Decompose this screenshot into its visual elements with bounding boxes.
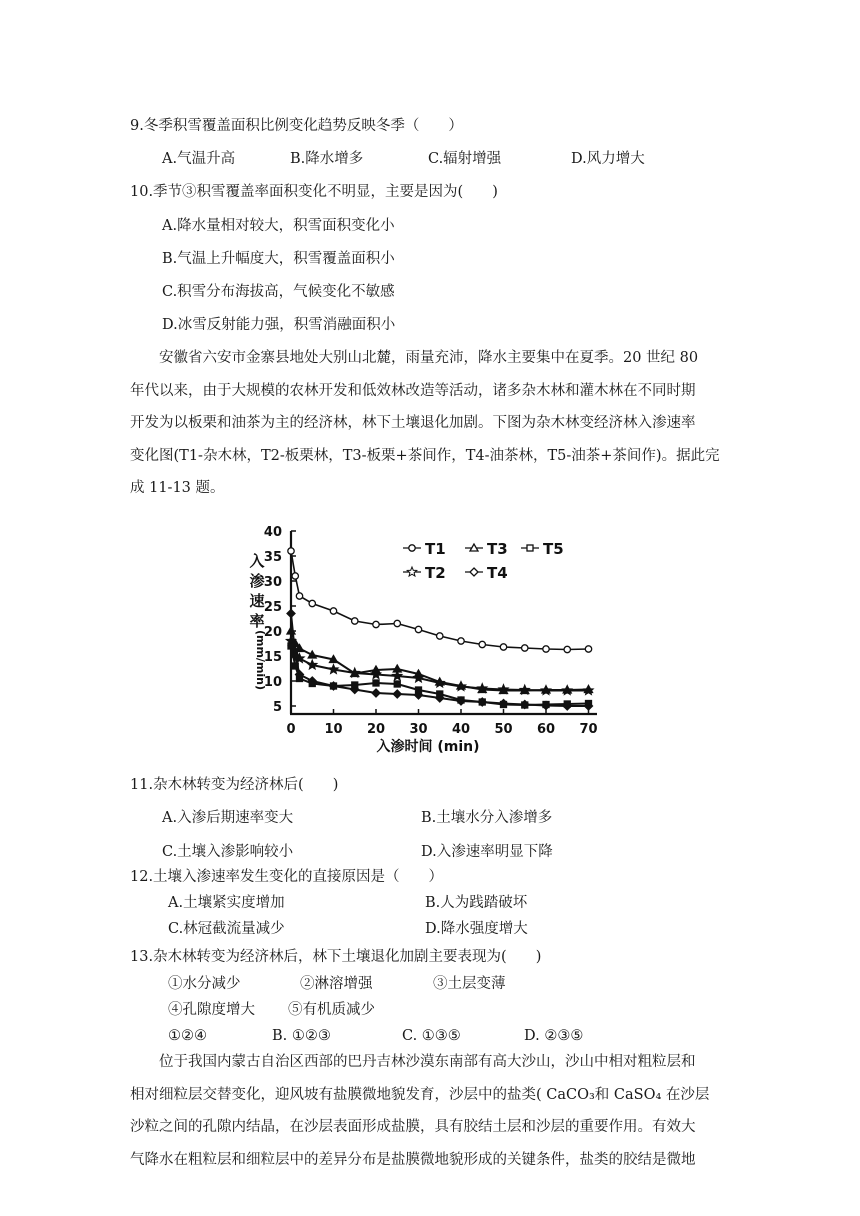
- chart-legend: [403, 540, 564, 582]
- q13-item-1: ①水分减少: [168, 976, 241, 992]
- data-point: [543, 702, 549, 708]
- y-axis-label-char: 渗: [249, 572, 265, 590]
- x-tick-label: 0: [286, 722, 296, 737]
- question-13-stem: 13.杂木林转变为经济林后，林下土壤退化加剧主要表现为( ): [130, 949, 542, 965]
- q12-option-c: C.林冠截流量减少: [168, 921, 285, 937]
- x-tick-label: 70: [579, 722, 598, 737]
- data-point: [437, 633, 443, 639]
- data-point: [415, 626, 421, 632]
- data-point: [393, 690, 401, 698]
- q10-option-d: D.冰雪反射能力强，积雪消融面积小: [162, 317, 396, 333]
- question-9-stem: 9.冬季积雪覆盖面积比例变化趋势反映冬季（ ）: [130, 118, 463, 134]
- question-11-stem: 11.杂木林转变为经济林后( ): [130, 777, 339, 793]
- x-tick-label: 10: [324, 722, 343, 737]
- legend-entry-T4: [465, 564, 508, 582]
- legend-label: T3: [487, 540, 508, 558]
- legend-label: T5: [543, 540, 564, 558]
- legend-label: T4: [487, 564, 508, 582]
- legend-label: T2: [425, 564, 446, 582]
- x-tick-label: 60: [536, 722, 556, 737]
- legend-entry-T2: [403, 564, 446, 582]
- data-point: [292, 573, 298, 579]
- data-point: [329, 665, 339, 674]
- passage-line: 开发为以板栗和油茶为主的经济林，林下土壤退化加剧。下图为杂木林变经济林入渗速率: [130, 415, 696, 431]
- q12-option-b: B.人为践踏破坏: [425, 895, 528, 911]
- q10-option-a: A.降水量相对较大，积雪面积变化小: [162, 218, 395, 234]
- data-point: [352, 618, 358, 624]
- y-axis-label-char: 入: [249, 552, 265, 570]
- y-tick-label: 15: [263, 650, 282, 665]
- passage-line: 变化图(T1-杂木林，T2-板栗林，T3-板栗+茶间作，T4-油茶林，T5-油茶+茶间作)。据此完: [130, 447, 720, 464]
- data-point: [470, 568, 478, 576]
- data-point: [297, 676, 303, 682]
- q13-item-5: ⑤有机质减少: [288, 1002, 375, 1018]
- data-point: [527, 545, 533, 551]
- data-point: [501, 702, 507, 708]
- q9-option-d: D.风力增大: [571, 151, 645, 167]
- data-point: [500, 644, 506, 650]
- y-tick-label: 10: [263, 675, 282, 690]
- q13-item-4: ④孔隙度增大: [168, 1002, 255, 1018]
- y-axis-label: [249, 552, 264, 630]
- data-point: [309, 600, 315, 606]
- data-point: [586, 701, 592, 707]
- q12-option-d: D.降水强度增大: [425, 921, 528, 937]
- legend-entry-T3: [465, 540, 508, 558]
- data-point: [479, 641, 485, 647]
- q10-option-c: C.积雪分布海拔高，气候变化不敏感: [162, 284, 395, 300]
- q13-option-a: ①②④: [168, 1028, 207, 1044]
- data-point: [307, 660, 317, 669]
- q9-option-a: A.气温升高: [162, 151, 236, 167]
- data-point: [522, 645, 528, 651]
- data-point: [309, 681, 315, 687]
- question-10-stem: 10.季节③积雪覆盖率面积变化不明显，主要是因为( ): [130, 184, 498, 200]
- data-point: [292, 663, 298, 669]
- data-point: [458, 638, 464, 644]
- passage-line: 位于我国内蒙古自治区西部的巴丹吉林沙漠东南部有高大沙山，沙山中相对粗粒层和: [130, 1054, 696, 1070]
- infiltration-rate-chart: [240, 498, 620, 760]
- data-point: [352, 682, 358, 688]
- data-point: [416, 687, 422, 693]
- y-tick-label: 20: [263, 625, 282, 640]
- x-tick-label: 30: [409, 722, 428, 737]
- question-12-stem: 12.土壤入渗速率发生变化的直接原因是（ ）: [130, 869, 444, 885]
- passage-jinzhai: [130, 342, 738, 505]
- passage-line: 气降水在粗粒层和细粒层中的差异分布是盐膜微地貌形成的关键条件，盐类的胶结是微地: [130, 1151, 696, 1168]
- data-point: [479, 699, 485, 705]
- data-point: [331, 683, 337, 689]
- data-point: [437, 691, 443, 697]
- q13-option-d: D. ②③⑤: [524, 1028, 584, 1044]
- data-point: [564, 701, 570, 707]
- x-tick-label: 20: [366, 722, 386, 737]
- q13-item-2: ②淋溶增强: [300, 976, 373, 992]
- x-tick-label: 50: [494, 722, 513, 737]
- data-point: [288, 548, 294, 554]
- data-point: [409, 545, 415, 551]
- q9-option-b: B.降水增多: [290, 151, 364, 167]
- data-point: [522, 702, 528, 708]
- legend-entry-T5: [521, 540, 564, 558]
- data-point: [394, 620, 400, 626]
- x-axis-label: 入渗时间 (min): [376, 739, 480, 755]
- passage-line: 相对细粒层交替变化，迎风坡有盐膜微地貌发育，沙层中的盐类( CaCO₃和 CaSO₄ 在沙层: [130, 1086, 710, 1103]
- q11-option-c: C.土壤入渗影响较小: [162, 844, 294, 860]
- q12-option-a: A.土壤紧实度增加: [168, 895, 285, 911]
- data-point: [394, 681, 400, 687]
- data-point: [407, 567, 417, 576]
- passage-badain-jaran: [130, 1046, 738, 1176]
- q9-option-c: C.辐射增强: [428, 151, 502, 167]
- y-tick-label: 30: [263, 575, 282, 590]
- data-point: [288, 643, 294, 649]
- passage-line: 沙粒之间的孔隙内结晶，在沙层表面形成盐膜，具有胶结土层和沙层的重要作用。有效大: [130, 1119, 696, 1135]
- q11-option-b: B.土壤水分入渗增多: [421, 810, 553, 826]
- passage-line: 成 11-13 题。: [130, 480, 225, 496]
- x-tick-label: 40: [451, 722, 471, 737]
- q11-option-d: D.入渗速率明显下降: [421, 844, 553, 860]
- data-point: [330, 608, 336, 614]
- y-axis-label-char: 率: [249, 612, 265, 630]
- legend-entry-T1: [403, 540, 446, 558]
- legend-label: T1: [425, 540, 446, 558]
- passage-line: 安徽省六安市金寨县地处大别山北麓，雨量充沛，降水主要集中在夏季。20 世纪 80: [130, 350, 699, 366]
- data-point: [458, 697, 464, 703]
- q13-option-c: C. ①③⑤: [402, 1028, 461, 1044]
- q13-item-3: ③土层变薄: [433, 976, 506, 992]
- data-point: [373, 621, 379, 627]
- y-axis-label-char: 速: [249, 592, 265, 610]
- y-tick-label: 35: [263, 550, 282, 565]
- q11-option-a: A.入渗后期速率变大: [162, 810, 294, 826]
- y-tick-label: 40: [263, 525, 282, 540]
- y-tick-label: 25: [263, 600, 282, 615]
- data-point: [543, 646, 549, 652]
- y-tick-label: 5: [272, 700, 282, 715]
- data-point: [373, 680, 379, 686]
- y-axis-unit: (mm/min): [254, 629, 267, 691]
- data-point: [296, 593, 302, 599]
- passage-line: 年代以来，由于大规模的农林开发和低效林改造等活动，诸多杂木林和灌木林在不同时期: [130, 382, 696, 399]
- data-point: [564, 646, 570, 652]
- data-point: [585, 646, 591, 652]
- q13-option-b: B. ①②③: [272, 1028, 331, 1044]
- data-point: [287, 610, 295, 618]
- q10-option-b: B.气温上升幅度大，积雪覆盖面积小: [162, 251, 395, 267]
- data-point: [372, 689, 380, 697]
